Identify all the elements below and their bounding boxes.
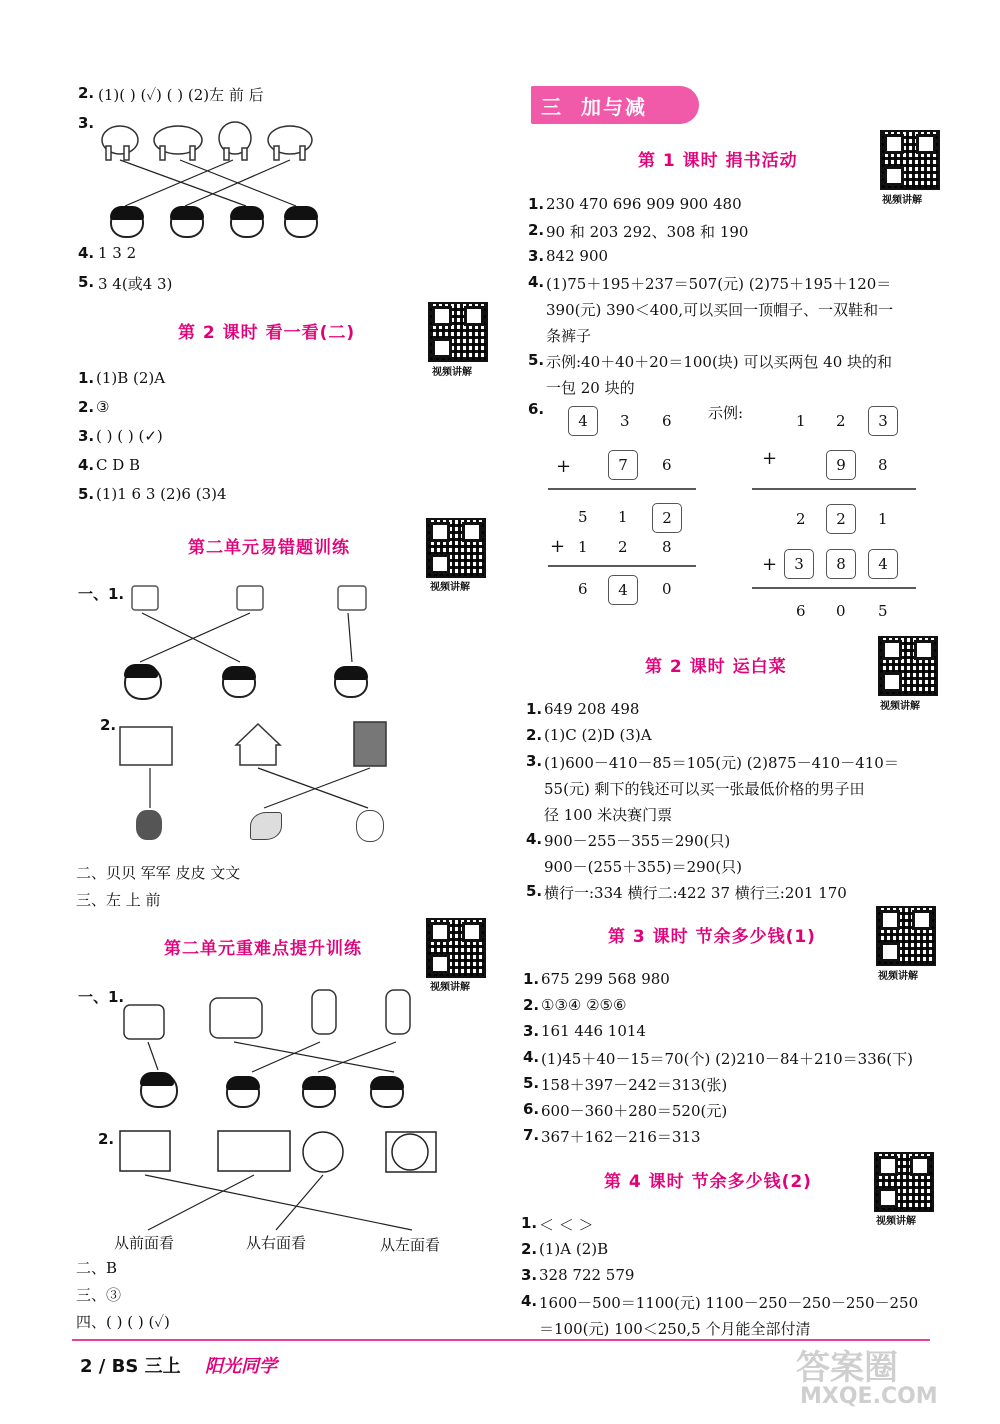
- boy-face: [334, 666, 368, 698]
- qr-code-icon[interactable]: [428, 302, 488, 362]
- answer-number: 5.: [526, 882, 543, 900]
- section-title-error-training: 第二单元易错题训练: [188, 538, 350, 558]
- part2-answer: 二、B: [76, 1259, 118, 1277]
- calc-b-box: 9: [826, 450, 856, 480]
- answer-text: 367＋162－216＝313: [541, 1128, 701, 1146]
- answer-text: ( ) ( ) (✓): [96, 427, 163, 445]
- lesson2-title: 第 2 课时 运白菜: [645, 657, 787, 677]
- answer-text: 一包 20 块的: [546, 379, 635, 397]
- qr-label: 视频讲解: [882, 195, 922, 206]
- answer-number: 5.: [528, 351, 545, 369]
- answer-text: (1)B (2)A: [96, 369, 166, 387]
- calc-b-digit: 1: [796, 412, 806, 430]
- answer-number: 1.: [528, 195, 545, 213]
- answer-text: C D B: [96, 456, 141, 474]
- calc-b-box: 2: [826, 504, 856, 534]
- calc-b-digit: 6: [796, 602, 806, 620]
- answer-text: 条裤子: [546, 327, 592, 345]
- qr-code-icon[interactable]: [426, 518, 486, 578]
- boy-face: [370, 1076, 404, 1108]
- answer-text: 900－255－355＝290(只): [544, 832, 731, 850]
- girl-face-2: [302, 1076, 336, 1108]
- part1-q1-number: 一、1.: [78, 988, 125, 1006]
- answer-number: 1.: [523, 970, 540, 988]
- calc-a-digit: 1: [618, 508, 628, 526]
- qr-code-icon[interactable]: [426, 918, 486, 978]
- child-face-4: [284, 206, 318, 238]
- answer-number: 1.: [521, 1214, 538, 1232]
- qr-code-icon[interactable]: [880, 130, 940, 190]
- calc-b-digit: 1: [878, 510, 888, 528]
- answer-number: 3.: [521, 1266, 538, 1284]
- qr-code-icon[interactable]: [876, 906, 936, 966]
- part3-answer: 三、左 上 前: [76, 891, 161, 909]
- calc-a-digit: 0: [662, 580, 672, 598]
- qr-label: 视频讲解: [430, 982, 470, 993]
- answer-text: 161 446 1014: [541, 1022, 646, 1040]
- answer-number: 1.: [78, 369, 95, 387]
- answer-number: 3.: [528, 247, 545, 265]
- girl-face: [226, 1076, 260, 1108]
- view-label-right: 从右面看: [246, 1234, 307, 1252]
- unit-banner: [531, 86, 699, 124]
- watermark: 答案圈: [796, 1348, 898, 1388]
- q4-answer: 1 3 2: [98, 244, 137, 262]
- animal-monkey: [136, 810, 162, 840]
- answer-text: 1600－500＝1100(元) 1100－250－250－250－250: [539, 1294, 919, 1312]
- calc-b-digit: 2: [836, 412, 846, 430]
- answer-number: 2.: [528, 221, 545, 239]
- q6-number: 6.: [528, 400, 545, 418]
- answer-number: 4.: [78, 456, 95, 474]
- child-face-back: [140, 1072, 178, 1108]
- child-face-back: [124, 664, 162, 700]
- part4-answer: 四、( ) ( ) (✓): [76, 1313, 170, 1331]
- answer-text: (1)45＋40－15＝70(个) (2)210－84＋210＝336(下): [541, 1050, 913, 1068]
- child-face-3: [230, 206, 264, 238]
- q5-number: 5.: [78, 273, 95, 291]
- unit-title: 加与减: [581, 95, 647, 119]
- part1-q2-number: 2.: [98, 1130, 115, 1148]
- answer-number: 6.: [523, 1100, 540, 1118]
- calc-b-box: 3: [868, 406, 898, 436]
- qr-label: 视频讲解: [432, 367, 472, 378]
- answer-text: 600－360＋280＝520(元): [541, 1102, 728, 1120]
- watermark-url: MXQE.COM: [800, 1384, 938, 1409]
- answer-text: (1)C (2)D (3)A: [544, 726, 652, 744]
- unit-number: 三: [541, 95, 561, 119]
- answer-text: 55(元) 剩下的钱还可以买一张最低价格的男子田: [544, 780, 865, 798]
- page-number: 2 / BS 三上: [80, 1356, 181, 1377]
- answer-number: 2.: [526, 726, 543, 744]
- plus-sign: +: [550, 536, 566, 557]
- view-label-left: 从左面看: [380, 1236, 441, 1254]
- answer-text: (1)A (2)B: [539, 1240, 609, 1258]
- answer-number: 3.: [78, 427, 95, 445]
- calc-a-box: 7: [608, 450, 638, 480]
- answer-number: 4.: [526, 830, 543, 848]
- qr-label: 视频讲解: [876, 1216, 916, 1227]
- answer-text: 328 722 579: [539, 1266, 635, 1284]
- calc-b-digit: 5: [878, 602, 888, 620]
- answer-number: 1.: [526, 700, 543, 718]
- part1-q1-number: 一、1.: [78, 585, 125, 603]
- animal-bird: [250, 812, 282, 840]
- answer-text: 示例:40＋40＋20＝100(块) 可以买两包 40 块的和: [546, 353, 893, 371]
- brand-logo: 阳光同学: [205, 1356, 277, 1377]
- answer-text: 390(元) 390＜400,可以买回一顶帽子、一双鞋和一: [546, 301, 894, 319]
- view-label-front: 从前面看: [114, 1234, 175, 1252]
- answer-text: 675 299 568 980: [541, 970, 670, 988]
- calc-a-box: 4: [608, 575, 638, 605]
- plus-sign: +: [762, 448, 778, 469]
- part2-answer: 二、贝贝 军军 皮皮 文文: [76, 864, 241, 882]
- calc-b-digit: 2: [796, 510, 806, 528]
- calc-a-digit: 8: [662, 538, 672, 556]
- calc-a-digit: 6: [578, 580, 588, 598]
- animal-cat: [356, 810, 384, 842]
- calc-b-box: 4: [868, 549, 898, 579]
- calc-a-digit: 2: [618, 538, 628, 556]
- answer-number: 5.: [523, 1074, 540, 1092]
- answer-number: 4.: [528, 273, 545, 291]
- example-label: 示例:: [708, 404, 744, 422]
- answer-text: (1)75＋195＋237＝507(元) (2)75＋195＋120＝: [546, 275, 892, 293]
- calc-b-digit: 0: [836, 602, 846, 620]
- calc-a-digit: 3: [620, 412, 630, 430]
- q2-answer: (1)( ) (✓) ( ) (2)左 前 后: [98, 86, 264, 104]
- qr-code-icon[interactable]: [878, 636, 938, 696]
- answer-text: 径 100 米决赛门票: [544, 806, 673, 824]
- part3-answer: 三、③: [76, 1286, 122, 1304]
- q5-answer: 3 4(或4 3): [98, 275, 173, 293]
- lesson4-title: 第 4 课时 节余多少钱(2): [604, 1172, 812, 1192]
- answer-text: ＜ ＜ ＞: [539, 1216, 594, 1234]
- answer-text: 90 和 203 292、308 和 190: [546, 223, 749, 241]
- q3-number: 3.: [78, 114, 95, 132]
- calc-a-digit: 1: [578, 538, 588, 556]
- lesson1-title: 第 1 课时 捐书活动: [638, 151, 798, 171]
- answer-text: (1)1 6 3 (2)6 (3)4: [96, 485, 227, 503]
- child-face-1: [110, 206, 144, 238]
- qr-label: 视频讲解: [878, 971, 918, 982]
- plus-sign: +: [556, 456, 572, 477]
- answer-number: 2.: [521, 1240, 538, 1258]
- calc-b-box: 8: [826, 549, 856, 579]
- child-face-2: [170, 206, 204, 238]
- q4-number: 4.: [78, 244, 95, 262]
- calc-a-digit: 6: [662, 412, 672, 430]
- answer-number: 5.: [78, 485, 95, 503]
- calc-b-digit: 8: [878, 456, 888, 474]
- calc-a-digit: 5: [578, 508, 588, 526]
- answer-text: 842 900: [546, 247, 609, 265]
- answer-text: ①③④ ②⑤⑥: [541, 996, 627, 1014]
- answer-number: 2.: [523, 996, 540, 1014]
- answer-text: ＝100(元) 100＜250,5 个月能全部付清: [539, 1320, 811, 1338]
- answer-number: 4.: [521, 1292, 538, 1310]
- part1-q2-number: 2.: [100, 716, 117, 734]
- qr-code-icon[interactable]: [874, 1152, 934, 1212]
- calc-b-box: 3: [784, 549, 814, 579]
- answer-text: 横行一:334 横行二:422 37 横行三:201 170: [544, 884, 847, 902]
- answer-number: 2.: [78, 398, 95, 416]
- answer-text: 230 470 696 909 900 480: [546, 195, 742, 213]
- answer-text: 158＋397－242＝313(张): [541, 1076, 728, 1094]
- calc-a-digit: 6: [662, 456, 672, 474]
- answer-text: (1)600－410－85＝105(元) (2)875－410－410＝: [544, 754, 899, 772]
- answer-text: 900－(255＋355)＝290(只): [544, 858, 742, 876]
- answer-number: 3.: [526, 752, 543, 770]
- girl-face: [222, 666, 256, 698]
- answer-text: 649 208 498: [544, 700, 640, 718]
- lesson3-title: 第 3 课时 节余多少钱(1): [608, 927, 816, 947]
- qr-label: 视频讲解: [880, 701, 920, 712]
- section-title-key-training: 第二单元重难点提升训练: [164, 939, 362, 959]
- q2-number: 2.: [78, 84, 95, 102]
- calc-a-box: 2: [652, 503, 682, 533]
- answer-number: 7.: [523, 1126, 540, 1144]
- answer-number: 3.: [523, 1022, 540, 1040]
- qr-label: 视频讲解: [430, 582, 470, 593]
- answer-text: ③: [96, 398, 110, 416]
- calc-a-box: 4: [568, 406, 598, 436]
- section-title-lesson2: 第 2 课时 看一看(二): [178, 323, 356, 343]
- answer-number: 4.: [523, 1048, 540, 1066]
- plus-sign: +: [762, 554, 778, 575]
